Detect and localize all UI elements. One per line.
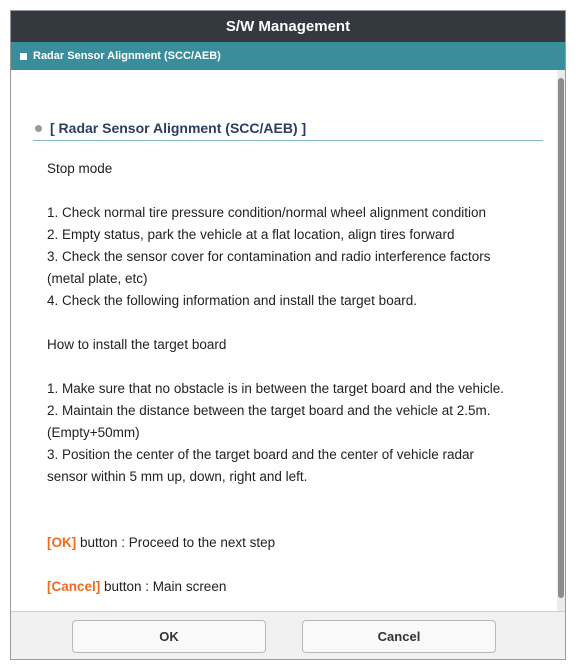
install-step: 2. Maintain the distance between the target board and the vehicle at 2.5m.	[47, 403, 491, 418]
install-step: 1. Make sure that no obstacle is in between the target board and the vehicle.	[47, 381, 505, 396]
dialog-footer	[11, 611, 565, 659]
ok-hint-key: [OK]	[47, 535, 77, 550]
cancel-hint-text: button : Main screen	[100, 579, 227, 594]
cancel-hint	[47, 576, 547, 598]
section-title: [ Radar Sensor Alignment (SCC/AEB) ]	[50, 120, 307, 136]
ok-hint-text: button : Proceed to the next step	[76, 535, 276, 550]
install-step: sensor within 5 mm up, down, right and left.	[47, 469, 308, 484]
instructions-text	[47, 158, 547, 598]
stop-step: 3. Check the sensor cover for contamination and radio interference factors	[47, 249, 491, 264]
stop-step: 1. Check normal tire pressure condition/normal wheel alignment condition	[47, 205, 486, 220]
window-title: S/W Management	[11, 11, 565, 42]
subheader-bar	[11, 42, 565, 70]
ok-hint	[47, 532, 547, 554]
stop-step: 4. Check the following information and install the target board.	[47, 293, 417, 308]
stop-step: 2. Empty status, park the vehicle at a flat location, align tires forward	[47, 227, 455, 242]
install-step: (Empty+50mm)	[47, 425, 140, 440]
sw-management-dialog	[10, 10, 566, 660]
install-heading: How to install the target board	[47, 337, 227, 352]
square-bullet-icon	[20, 53, 27, 60]
stop-mode-label: Stop mode	[47, 161, 113, 176]
circle-bullet-icon	[35, 125, 42, 132]
stop-step: (metal plate, etc)	[47, 271, 148, 286]
install-step: 3. Position the center of the target board and the center of vehicle radar	[47, 447, 475, 462]
vertical-scrollbar[interactable]	[557, 70, 565, 614]
scrollbar-thumb[interactable]	[558, 78, 564, 598]
section-header	[33, 116, 543, 141]
cancel-button[interactable]: Cancel	[302, 620, 496, 653]
content-area	[11, 70, 565, 614]
cancel-hint-key: [Cancel]	[47, 579, 101, 594]
subheader-label: Radar Sensor Alignment (SCC/AEB)	[33, 50, 221, 62]
ok-button[interactable]: OK	[72, 620, 266, 653]
